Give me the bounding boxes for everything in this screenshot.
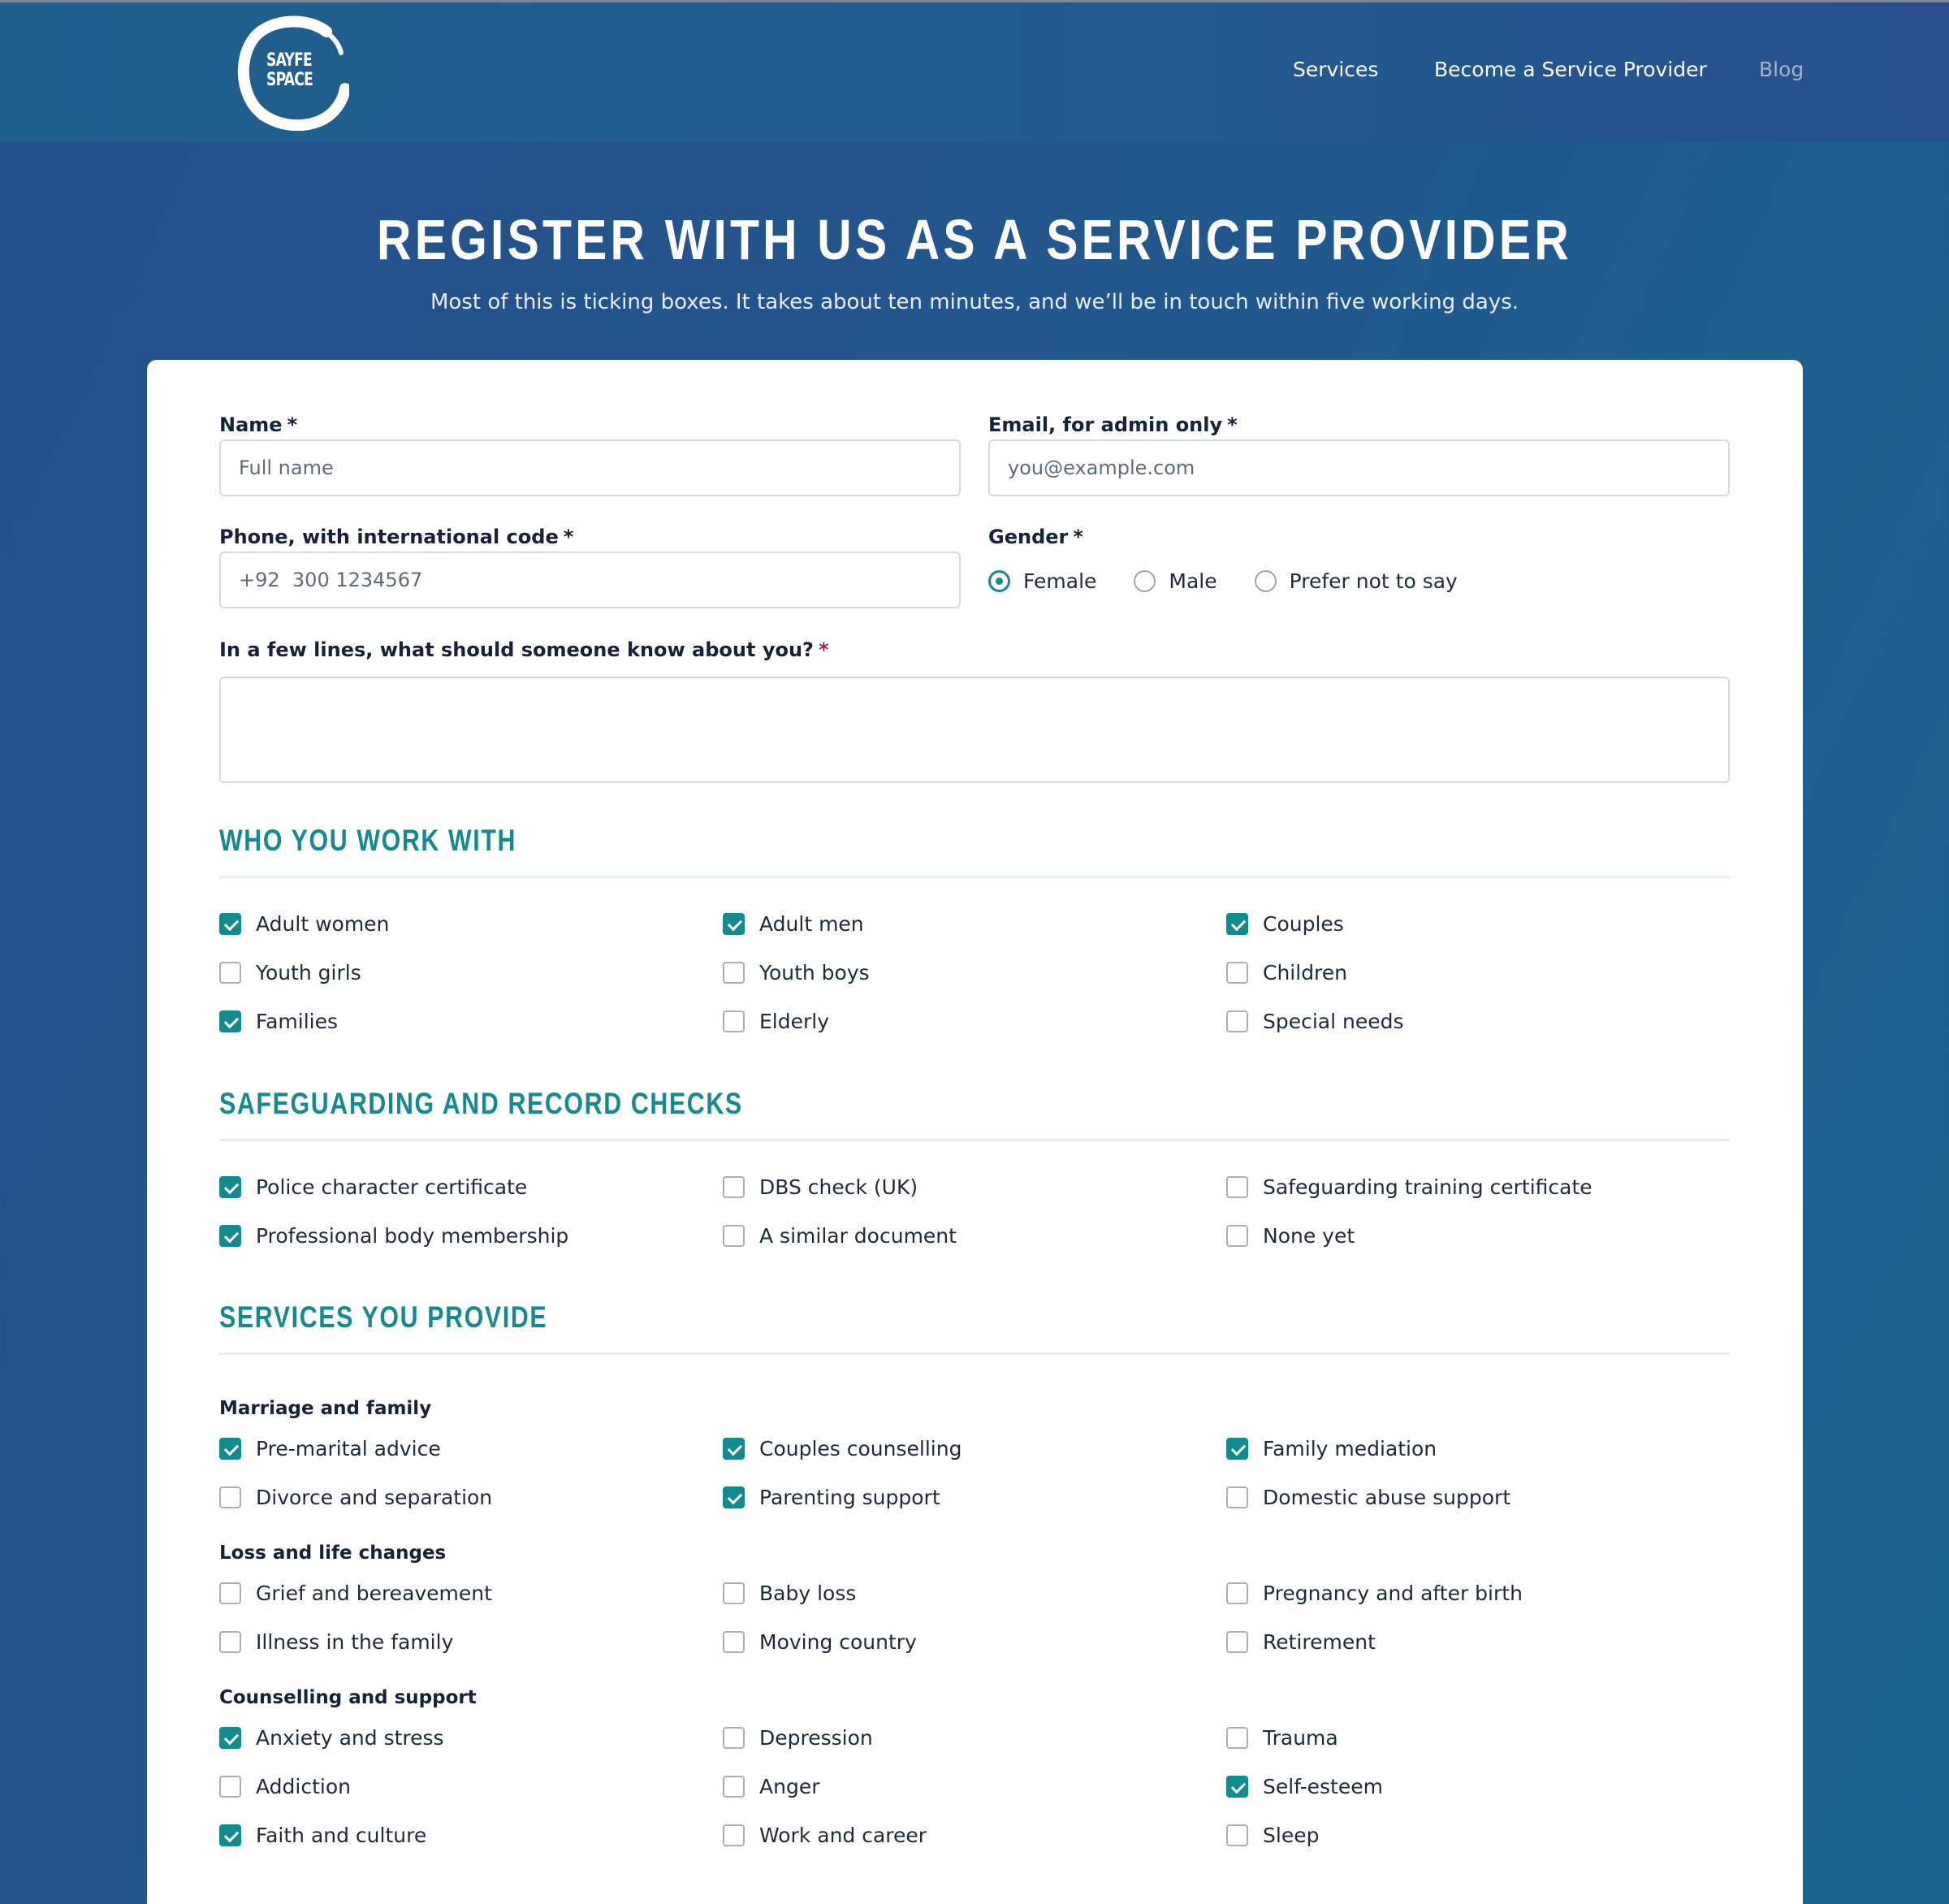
checkbox-unchecked-icon bbox=[723, 1010, 745, 1032]
phone-label: Phone, with international code * bbox=[219, 526, 574, 548]
checkbox-label: Youth boys bbox=[759, 960, 870, 984]
checkbox-label: Illness in the family bbox=[256, 1629, 454, 1654]
checkbox-baby-loss[interactable] bbox=[723, 1582, 1226, 1605]
checkbox-couples[interactable] bbox=[1226, 912, 1730, 936]
checkbox-unchecked-icon bbox=[219, 1582, 241, 1604]
checkbox-unchecked-icon bbox=[723, 1824, 745, 1846]
logo-wordmark: SAYFE SPACE bbox=[266, 50, 313, 90]
checkbox-row bbox=[219, 899, 1730, 948]
services-loss-life-grid bbox=[219, 1569, 1730, 1666]
name-label: Name * bbox=[219, 413, 298, 436]
checkbox-grief-and-bereavement[interactable] bbox=[219, 1582, 723, 1605]
checkbox-self-esteem[interactable] bbox=[1226, 1775, 1730, 1798]
checkbox-checked-icon bbox=[219, 1176, 241, 1198]
checkbox-divorce-and-separation[interactable] bbox=[219, 1486, 723, 1509]
checkbox-youth-boys[interactable] bbox=[723, 961, 1226, 984]
nav-link-blog[interactable]: Blog bbox=[1759, 58, 1804, 81]
services-group-heading: Marriage and family bbox=[219, 1398, 432, 1419]
checkbox-label: Couples counselling bbox=[759, 1436, 962, 1460]
checkbox-label: Baby loss bbox=[759, 1581, 857, 1605]
checkbox-none-yet[interactable] bbox=[1226, 1224, 1730, 1248]
checkbox-unchecked-icon bbox=[1226, 1824, 1248, 1846]
checkbox-unchecked-icon bbox=[219, 1776, 241, 1798]
checkbox-anger[interactable] bbox=[723, 1775, 1226, 1798]
checkbox-label: Depression bbox=[759, 1725, 873, 1750]
radio-unselected-icon bbox=[1134, 570, 1156, 592]
work-with-checkbox-grid bbox=[219, 899, 1730, 1045]
checkbox-work-and-career[interactable] bbox=[723, 1824, 1226, 1847]
checkbox-label: A similar document bbox=[759, 1223, 957, 1248]
checkbox-unchecked-icon bbox=[1226, 1631, 1248, 1653]
checkbox-label: Professional body membership bbox=[256, 1223, 569, 1248]
gender-radio-prefer-not[interactable]: Prefer not to say bbox=[1255, 569, 1458, 593]
checkbox-label: Moving country bbox=[759, 1629, 917, 1654]
checkbox-label: Parenting support bbox=[759, 1485, 940, 1509]
checkbox-checked-icon bbox=[723, 913, 745, 935]
gender-radio-male[interactable]: Male bbox=[1134, 569, 1217, 593]
checkbox-checked-icon bbox=[219, 1225, 241, 1247]
section-title-services: SERVICES YOU PROVIDE bbox=[219, 1300, 548, 1334]
checkbox-label: Adult men bbox=[759, 911, 864, 936]
section-divider bbox=[219, 1139, 1730, 1141]
checkbox-label: Police character certificate bbox=[256, 1175, 528, 1199]
checkbox-adult-women[interactable] bbox=[219, 912, 723, 936]
about-textarea[interactable] bbox=[219, 677, 1730, 783]
checkbox-elderly[interactable] bbox=[723, 1010, 1226, 1033]
sayfe-space-logo[interactable] bbox=[236, 14, 349, 131]
checkbox-label: None yet bbox=[1263, 1223, 1355, 1248]
checkbox-row bbox=[219, 1617, 1730, 1666]
gender-radio-group bbox=[988, 565, 1495, 597]
checkbox-checked-icon bbox=[219, 1824, 241, 1846]
checkbox-unchecked-icon bbox=[723, 1176, 745, 1198]
checkbox-unchecked-icon bbox=[723, 1776, 745, 1798]
checkbox-label: Pregnancy and after birth bbox=[1263, 1581, 1523, 1605]
page-subtitle: Most of this is ticking boxes. It takes about ten minutes, and we’ll be in touch within five working days. bbox=[430, 290, 1519, 314]
checkbox-label: Retirement bbox=[1263, 1629, 1376, 1654]
safeguarding-checkbox-grid bbox=[219, 1162, 1730, 1260]
checkbox-unchecked-icon bbox=[723, 1582, 745, 1604]
checkbox-checked-icon bbox=[723, 1438, 745, 1460]
page-title: REGISTER WITH US AS A SERVICE PROVIDER bbox=[377, 208, 1572, 271]
checkbox-special-needs[interactable] bbox=[1226, 1010, 1730, 1033]
checkbox-pre-marital-advice[interactable] bbox=[219, 1437, 723, 1460]
checkbox-unchecked-icon bbox=[1226, 1486, 1248, 1508]
section-title-safeguarding: SAFEGUARDING AND RECORD CHECKS bbox=[219, 1087, 743, 1120]
checkbox-label: Anxiety and stress bbox=[256, 1725, 444, 1750]
checkbox-label: Children bbox=[1263, 960, 1348, 984]
services-counselling-grid bbox=[219, 1713, 1730, 1859]
gender-radio-female[interactable]: Female bbox=[988, 569, 1096, 593]
checkbox-row bbox=[219, 997, 1730, 1045]
checkbox-row bbox=[219, 1713, 1730, 1762]
checkbox-label: Addiction bbox=[256, 1774, 351, 1798]
nav-link-services[interactable]: Services bbox=[1293, 58, 1379, 81]
checkbox-illness-in-the-family[interactable] bbox=[219, 1630, 723, 1654]
checkbox-row bbox=[219, 1211, 1730, 1260]
site-header bbox=[0, 2, 1949, 141]
section-divider bbox=[219, 876, 1730, 878]
checkbox-unchecked-icon bbox=[723, 1631, 745, 1653]
checkbox-label: Sleep bbox=[1263, 1823, 1320, 1847]
checkbox-retirement[interactable] bbox=[1226, 1630, 1730, 1654]
checkbox-label: DBS check (UK) bbox=[759, 1175, 918, 1199]
checkbox-row bbox=[219, 1811, 1730, 1859]
checkbox-label: Adult women bbox=[256, 911, 390, 936]
section-title-work-with: WHO YOU WORK WITH bbox=[219, 824, 517, 857]
services-group-heading: Counselling and support bbox=[219, 1687, 477, 1708]
checkbox-checked-icon bbox=[1226, 1438, 1248, 1460]
checkbox-checked-icon bbox=[1226, 913, 1248, 935]
checkbox-label: Families bbox=[256, 1009, 339, 1033]
checkbox-pregnancy-and-after-birth[interactable] bbox=[1226, 1582, 1730, 1605]
radio-unselected-icon bbox=[1255, 570, 1277, 592]
checkbox-parenting-support[interactable] bbox=[723, 1486, 1226, 1509]
checkbox-depression[interactable] bbox=[723, 1726, 1226, 1750]
services-group-heading: Loss and life changes bbox=[219, 1543, 447, 1564]
checkbox-couples-counselling[interactable] bbox=[723, 1437, 1226, 1460]
checkbox-unchecked-icon bbox=[723, 962, 745, 984]
checkbox-faith-and-culture[interactable] bbox=[219, 1824, 723, 1847]
checkbox-row bbox=[219, 1473, 1730, 1521]
checkbox-checked-icon bbox=[219, 1438, 241, 1460]
checkbox-label: Safeguarding training certificate bbox=[1263, 1175, 1592, 1199]
checkbox-row bbox=[219, 1569, 1730, 1617]
checkbox-label: Youth girls bbox=[256, 960, 361, 984]
checkbox-label: Domestic abuse support bbox=[1263, 1485, 1511, 1509]
checkbox-unchecked-icon bbox=[219, 1631, 241, 1653]
services-marriage-family-grid bbox=[219, 1424, 1730, 1521]
checkbox-label: Grief and bereavement bbox=[256, 1581, 492, 1605]
email-label: Email, for admin only * bbox=[988, 413, 1238, 436]
checkbox-police-character-certificate[interactable] bbox=[219, 1175, 723, 1199]
email-input[interactable] bbox=[988, 439, 1730, 496]
radio-selected-icon bbox=[988, 570, 1010, 592]
checkbox-label: Divorce and separation bbox=[256, 1485, 493, 1509]
checkbox-checked-icon bbox=[219, 913, 241, 935]
checkbox-unchecked-icon bbox=[1226, 962, 1248, 984]
checkbox-family-mediation[interactable] bbox=[1226, 1437, 1730, 1460]
checkbox-trauma[interactable] bbox=[1226, 1726, 1730, 1750]
checkbox-unchecked-icon bbox=[219, 962, 241, 984]
checkbox-unchecked-icon bbox=[1226, 1727, 1248, 1749]
checkbox-label: Elderly bbox=[759, 1009, 830, 1033]
checkbox-row bbox=[219, 1162, 1730, 1211]
checkbox-unchecked-icon bbox=[219, 1486, 241, 1508]
checkbox-label: Couples bbox=[1263, 911, 1344, 936]
checkbox-row bbox=[219, 1762, 1730, 1811]
checkbox-row bbox=[219, 1424, 1730, 1473]
name-input[interactable] bbox=[219, 439, 961, 496]
checkbox-label: Special needs bbox=[1263, 1009, 1404, 1033]
checkbox-checked-icon bbox=[1226, 1776, 1248, 1798]
checkbox-label: Pre-marital advice bbox=[256, 1436, 441, 1460]
checkbox-children[interactable] bbox=[1226, 961, 1730, 984]
checkbox-unchecked-icon bbox=[1226, 1176, 1248, 1198]
checkbox-adult-men[interactable] bbox=[723, 912, 1226, 936]
checkbox-label: Faith and culture bbox=[256, 1823, 427, 1847]
checkbox-checked-icon bbox=[219, 1727, 241, 1749]
checkbox-checked-icon bbox=[723, 1486, 745, 1508]
checkbox-checked-icon bbox=[219, 1010, 241, 1032]
checkbox-families[interactable] bbox=[219, 1010, 723, 1033]
checkbox-domestic-abuse-support[interactable] bbox=[1226, 1486, 1730, 1509]
checkbox-label: Anger bbox=[759, 1774, 820, 1798]
nav-link-become-provider[interactable]: Become a Service Provider bbox=[1434, 58, 1707, 81]
checkbox-dbs-check-uk[interactable] bbox=[723, 1175, 1226, 1199]
checkbox-unchecked-icon bbox=[1226, 1225, 1248, 1247]
gender-label: Gender * bbox=[988, 526, 1083, 548]
checkbox-moving-country[interactable] bbox=[723, 1630, 1226, 1654]
checkbox-unchecked-icon bbox=[1226, 1010, 1248, 1032]
checkbox-anxiety-and-stress[interactable] bbox=[219, 1726, 723, 1750]
checkbox-addiction[interactable] bbox=[219, 1775, 723, 1798]
checkbox-youth-girls[interactable] bbox=[219, 961, 723, 984]
checkbox-label: Work and career bbox=[759, 1823, 927, 1847]
checkbox-label: Family mediation bbox=[1263, 1436, 1437, 1460]
checkbox-unchecked-icon bbox=[723, 1225, 745, 1247]
checkbox-safeguarding-training-certificate[interactable] bbox=[1226, 1175, 1730, 1199]
checkbox-professional-body-membership[interactable] bbox=[219, 1224, 723, 1248]
checkbox-a-similar-document[interactable] bbox=[723, 1224, 1226, 1248]
checkbox-sleep[interactable] bbox=[1226, 1824, 1730, 1847]
phone-input[interactable] bbox=[219, 552, 961, 608]
checkbox-row bbox=[219, 948, 1730, 997]
registration-form-card bbox=[147, 360, 1803, 1904]
checkbox-unchecked-icon bbox=[1226, 1582, 1248, 1604]
section-divider bbox=[219, 1352, 1730, 1355]
checkbox-label: Trauma bbox=[1263, 1725, 1338, 1750]
about-label: In a few lines, what should someone know about you? * bbox=[219, 638, 829, 661]
checkbox-unchecked-icon bbox=[723, 1727, 745, 1749]
checkbox-label: Self-esteem bbox=[1263, 1774, 1383, 1798]
